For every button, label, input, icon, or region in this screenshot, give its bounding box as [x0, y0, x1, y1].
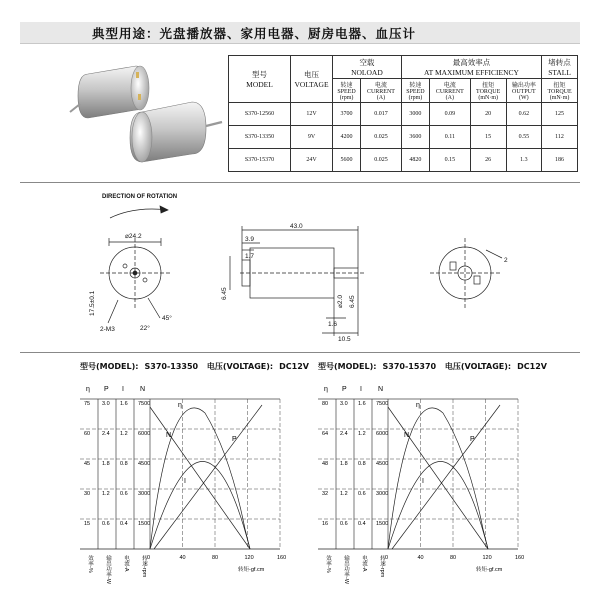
y-tick-label: 2.4	[102, 431, 110, 437]
curve-label-n: N	[404, 432, 410, 439]
t: (mN·m)	[549, 95, 570, 101]
cell: 4820	[401, 149, 429, 172]
cell: 1.3	[506, 149, 542, 172]
y-tick-label: 0.8	[358, 461, 366, 467]
t: SPEED	[406, 89, 425, 95]
uses-text: 光盘播放器、家用电器、厨房电器、血压计	[159, 26, 417, 41]
y-tick-label: 7500	[138, 401, 151, 407]
x-tick-label: 40	[179, 555, 186, 561]
y-tick-label: 0.4	[120, 521, 128, 527]
sub-me-current	[429, 79, 470, 103]
y-tick-label: 6000	[376, 431, 389, 437]
stall-en: STALL	[548, 68, 571, 77]
curve-label-eta: η	[178, 402, 182, 409]
cell: 3700	[333, 103, 361, 126]
y-tick-label: 4500	[376, 461, 389, 467]
curve-label-p: P	[470, 436, 475, 443]
dim-1-6: 1.6	[328, 321, 338, 328]
y-tick-label: 0.6	[102, 521, 110, 527]
y-tick-label: 4500	[138, 461, 151, 467]
y-tick-label: 1.2	[120, 431, 128, 437]
axis-head: N	[140, 386, 146, 393]
cell: 15	[470, 126, 506, 149]
y-tick-label: 2.4	[340, 431, 348, 437]
t: OUTPUT	[512, 89, 536, 95]
y-tick-label: 15	[84, 521, 91, 527]
x-tick-label: 80	[450, 555, 457, 561]
dim-d24-2: ⌀24.2	[125, 233, 142, 240]
t: TORQUE	[547, 89, 572, 95]
t: (mN·m)	[478, 95, 498, 101]
noload-en: NOLOAD	[351, 68, 383, 77]
mechanical-drawing	[90, 188, 520, 348]
stall-cn: 堵转点	[548, 58, 571, 67]
x-axis-footer: 转矩-gf.cm	[238, 567, 265, 573]
sub-me-torque	[470, 79, 506, 103]
t: 电流	[374, 83, 387, 89]
t: CURRENT	[435, 89, 464, 95]
header-title	[92, 24, 416, 42]
y-tick-label: 3.0	[340, 401, 348, 407]
cell: 0.025	[361, 126, 402, 149]
axis-head: I	[122, 386, 124, 393]
cell: 0.017	[361, 103, 402, 126]
current-curve	[392, 405, 500, 549]
cell: 20	[470, 103, 506, 126]
cell: 0.025	[361, 149, 402, 172]
axis-unit-label: 效率-%	[87, 555, 93, 573]
y-tick-label: 3000	[138, 491, 151, 497]
y-tick-label: 1.2	[340, 491, 348, 497]
y-tick-label: 1.2	[102, 491, 110, 497]
chart-2-voltage: DC12V	[517, 362, 547, 371]
model-en: MODEL	[246, 80, 273, 89]
dim-3-9: 3.9	[245, 236, 255, 243]
y-tick-label: 16	[322, 521, 329, 527]
axis-head: N	[378, 386, 384, 393]
power-curve	[150, 462, 250, 550]
x-tick-label: 0	[147, 555, 151, 561]
axis-unit-label: 输出功率-W	[105, 555, 111, 585]
axis-unit-label: 转速-rpm	[141, 555, 147, 578]
power-curve	[388, 462, 488, 550]
spec-table	[228, 55, 578, 172]
cell: 125	[542, 103, 578, 126]
t: CURRENT	[366, 89, 395, 95]
t: 输出功率	[511, 83, 536, 89]
curve-label-i: I	[422, 478, 424, 485]
chart-2-plot	[318, 361, 588, 586]
maxeff-cn: 最高效率点	[452, 58, 491, 67]
rotation-label: DIRECTION OF ROTATION	[102, 194, 178, 200]
y-tick-label: 1.2	[358, 431, 366, 437]
speed-curve	[150, 407, 250, 549]
t: (rpm)	[408, 95, 423, 101]
rotation-arrowhead	[160, 206, 168, 213]
y-tick-label: 1500	[138, 521, 151, 527]
noload-header	[333, 56, 402, 79]
cell: 0.15	[429, 149, 470, 172]
cell: 12V	[291, 103, 333, 126]
t: (A)	[445, 95, 455, 101]
x-tick-label: 80	[212, 555, 219, 561]
cell: 4200	[333, 126, 361, 149]
cell: 24V	[291, 149, 333, 172]
sub-nl-speed	[333, 79, 361, 103]
chart-2-voltage-label: 电压(VOLTAGE):	[444, 362, 512, 371]
y-tick-label: 1.8	[340, 461, 348, 467]
spec-row	[229, 103, 578, 126]
sub-me-output	[506, 79, 542, 103]
chart-1-voltage-label: 电压(VOLTAGE):	[206, 362, 274, 371]
axis-head: P	[342, 386, 347, 393]
maxeff-header	[401, 56, 541, 79]
y-tick-label: 64	[322, 431, 329, 437]
performance-chart-2	[318, 361, 588, 586]
cell: 0.62	[506, 103, 542, 126]
model-cn: 型号	[252, 70, 267, 79]
dim-1-7: 1.7	[245, 253, 255, 260]
chart-1-voltage: DC12V	[279, 362, 309, 371]
curve-label-p: P	[232, 436, 237, 443]
axis-unit-label: 电流-A	[361, 555, 367, 572]
t: (rpm)	[339, 95, 354, 101]
chart-1-model: S370-13350	[144, 362, 199, 371]
cell: S370-13350	[229, 126, 291, 149]
cell: 3600	[401, 126, 429, 149]
y-tick-label: 75	[84, 401, 91, 407]
y-tick-label: 0.6	[340, 521, 348, 527]
axis-head: η	[86, 386, 90, 393]
dim-6-45-left: 6.45	[221, 287, 228, 300]
t: 转速	[340, 83, 353, 89]
y-tick-label: 1.6	[120, 401, 128, 407]
y-tick-label: 1.8	[102, 461, 110, 467]
voltage-en: VOLTAGE	[294, 80, 329, 89]
cell: 186	[542, 149, 578, 172]
cell: S370-15370	[229, 149, 291, 172]
sub-stall-torque	[542, 79, 578, 103]
performance-chart-1	[80, 361, 350, 586]
dim-length-43: 43.0	[290, 223, 303, 230]
voltage-cn: 电压	[304, 70, 319, 79]
dim-10-5: 10.5	[338, 336, 351, 343]
divider-bottom	[20, 352, 580, 353]
cell: 5600	[333, 149, 361, 172]
curve-label-eta: η	[416, 402, 420, 409]
y-tick-label: 1500	[376, 521, 389, 527]
cell: 112	[542, 126, 578, 149]
axis-unit-label: 转速-rpm	[379, 555, 385, 578]
y-tick-label: 1.6	[358, 401, 366, 407]
t: 扭矩	[482, 83, 495, 89]
curve-label-i: I	[184, 478, 186, 485]
y-tick-label: 6000	[138, 431, 151, 437]
dim-angle-22: 22°	[140, 325, 150, 332]
speed-curve	[388, 407, 488, 549]
divider-top	[20, 182, 580, 183]
spec-header-row-1	[229, 56, 578, 79]
cell: 0.11	[429, 126, 470, 149]
motor-photo	[70, 58, 225, 168]
axis-unit-label: 电流-A	[123, 555, 129, 572]
dim-d2-0: ⌀2.0	[337, 295, 344, 308]
current-curve	[154, 405, 262, 549]
cell: S370-12560	[229, 103, 291, 126]
chart-2-model-label: 型号(MODEL):	[318, 362, 377, 371]
t: 转速	[409, 83, 422, 89]
cell: 3000	[401, 103, 429, 126]
x-tick-label: 120	[482, 555, 492, 561]
y-tick-label: 48	[322, 461, 329, 467]
y-tick-label: 80	[322, 401, 329, 407]
chart-2-model: S370-15370	[382, 362, 437, 371]
axis-head: P	[104, 386, 109, 393]
voltage-header	[291, 56, 333, 103]
rotation-arrow	[110, 209, 168, 218]
dim-2: 2	[504, 257, 508, 264]
stall-header	[542, 56, 578, 79]
maxeff-en: AT MAXIMUM EFFICIENCY	[424, 68, 519, 77]
rear-view-circle	[439, 247, 491, 299]
y-tick-label: 32	[322, 491, 329, 497]
sub-me-speed	[401, 79, 429, 103]
dim-6-45-right: 6.45	[349, 295, 356, 308]
axis-head: η	[324, 386, 328, 393]
x-tick-label: 160	[277, 555, 287, 561]
model-header	[229, 56, 291, 103]
y-tick-label: 60	[84, 431, 91, 437]
t: 扭矩	[553, 83, 566, 89]
cell: 0.55	[506, 126, 542, 149]
cell: 9V	[291, 126, 333, 149]
y-tick-label: 30	[84, 491, 91, 497]
y-tick-label: 0.8	[120, 461, 128, 467]
t: TORQUE	[476, 89, 501, 95]
motor-1	[70, 66, 149, 118]
motor-2	[130, 102, 222, 162]
y-tick-label: 0.4	[358, 521, 366, 527]
y-tick-label: 7500	[376, 401, 389, 407]
dim-mount-pcd: 17.5±0.1	[89, 290, 96, 316]
y-tick-label: 45	[84, 461, 91, 467]
dim-screw: 2-M3	[100, 326, 115, 333]
curve-label-n: N	[166, 432, 172, 439]
spec-row	[229, 149, 578, 172]
chart-1-model-label: 型号(MODEL):	[80, 362, 139, 371]
t: SPEED	[337, 89, 356, 95]
cell: 0.09	[429, 103, 470, 126]
cell: 26	[470, 149, 506, 172]
x-tick-label: 160	[515, 555, 525, 561]
sub-nl-current	[361, 79, 402, 103]
x-tick-label: 40	[417, 555, 424, 561]
spec-row	[229, 126, 578, 149]
axis-head: I	[360, 386, 362, 393]
x-tick-label: 120	[244, 555, 254, 561]
t: (A)	[376, 95, 386, 101]
y-tick-label: 0.6	[120, 491, 128, 497]
header-bar	[20, 22, 580, 44]
x-tick-label: 0	[385, 555, 389, 561]
y-tick-label: 3.0	[102, 401, 110, 407]
axis-unit-label: 效率-%	[325, 555, 331, 573]
dim-angle-45: 45°	[162, 315, 172, 322]
y-tick-label: 0.6	[358, 491, 366, 497]
y-tick-label: 3000	[376, 491, 389, 497]
t: (W)	[519, 95, 529, 101]
uses-label: 典型用途：	[92, 26, 160, 41]
axis-unit-label: 输出功率-W	[343, 555, 349, 585]
chart-1-plot	[80, 361, 350, 586]
x-axis-footer: 转矩-gf.cm	[476, 567, 503, 573]
noload-cn: 空载	[359, 58, 375, 67]
t: 电流	[443, 83, 456, 89]
